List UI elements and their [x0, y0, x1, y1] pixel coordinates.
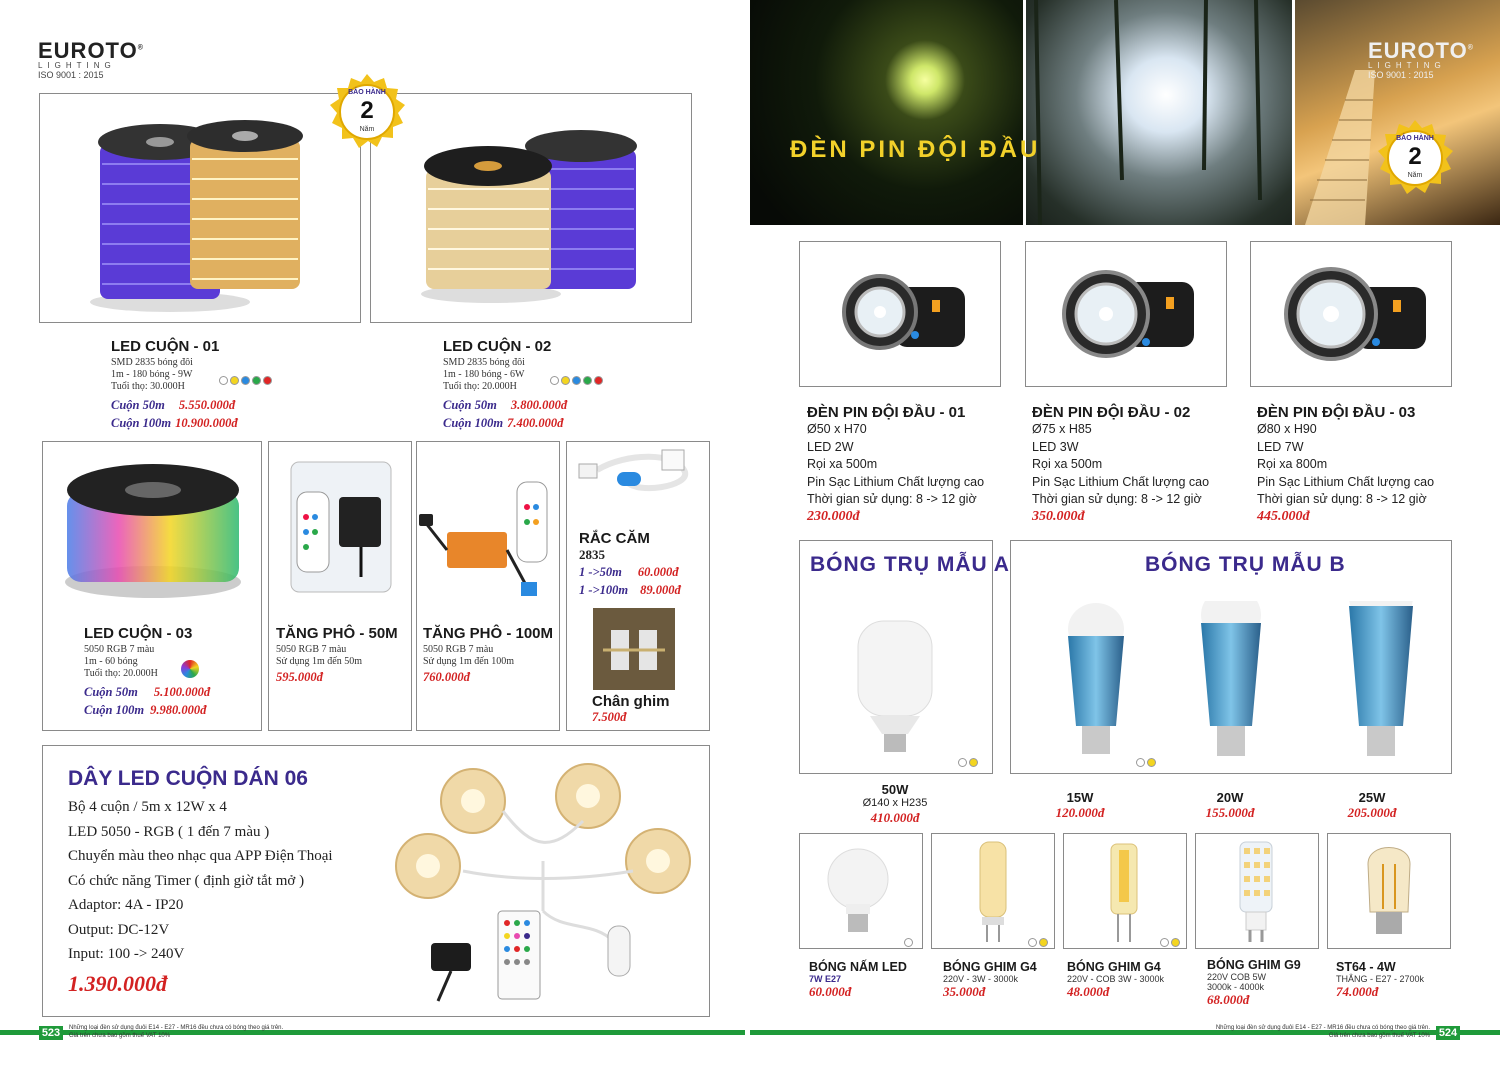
brand-name: EUROTO [38, 38, 138, 63]
brand-reg: ® [137, 44, 144, 52]
price-value: 74.000đ [1336, 984, 1379, 999]
product-spec: 1m - 180 bóng - 9W [111, 369, 193, 380]
price-label: Cuộn 100m [84, 703, 145, 717]
color-dots [904, 934, 915, 952]
product-spec: 5050 RGB 7 màu [276, 644, 347, 655]
product-title: BÓNG GHIM G4 [1067, 960, 1161, 974]
headlamp-image [800, 242, 1000, 386]
price-value: 350.000đ [1032, 508, 1085, 524]
footer-note-line: Những loại đèn sử dụng đuôi E14 - E27 - MR16 đều chưa có bóng theo giá trên. [1215, 1025, 1430, 1031]
raccam-info [579, 530, 681, 599]
price-label: 1 ->50m [579, 565, 622, 579]
tangpho50-card [268, 441, 412, 731]
connector-image [567, 442, 709, 517]
tree-silhouettes [1026, 0, 1292, 225]
product-spec: THẲNG - E27 - 2700k [1336, 974, 1425, 984]
product-title: BÓNG NẤM LED [809, 960, 907, 974]
brand-sub: LIGHTING [38, 61, 116, 70]
product-spec: Bộ 4 cuộn / 5m x 12W x 4 [68, 799, 227, 815]
color-dots [219, 372, 274, 390]
headlamp-image [1026, 242, 1226, 386]
product-spec: Pin Sạc Lithium Chất lượng cao [807, 474, 985, 489]
warranty-badge-right [1375, 118, 1455, 198]
warranty-top: BẢO HÀNH [348, 89, 386, 96]
pin01-image-frame [799, 241, 1001, 387]
product-title: LED CUỘN - 02 [443, 338, 552, 355]
color-dots [550, 372, 605, 390]
product-title: ĐÈN PIN ĐỘI ĐẦU - 01 [807, 404, 966, 421]
page-number: 524 [1436, 1026, 1460, 1040]
product-spec: Ø140 x H235 [862, 797, 928, 809]
warranty-badge [327, 72, 407, 152]
price-value: 7.500đ [592, 710, 627, 724]
brand-sub: LIGHTING [1368, 61, 1446, 70]
product-spec: 5050 RGB 7 màu [423, 644, 494, 655]
product-spec: Có chức năng Timer ( định giờ tắt mở ) [68, 872, 305, 889]
warranty-num: 2 [1408, 143, 1422, 170]
bulb-image [1036, 601, 1436, 771]
product-spec: Tuổi thọ: 30.000H [111, 381, 185, 392]
truB-title: BÓNG TRỤ MẪU B [1145, 553, 1346, 576]
left-page [0, 0, 745, 1068]
truA-title: BÓNG TRỤ MẪU A [810, 553, 1010, 576]
product-spec: Pin Sạc Lithium Chất lượng cao [1032, 474, 1210, 489]
price-value: 1.390.000đ [68, 970, 167, 996]
small-card-4 [1195, 833, 1319, 949]
product-title: ĐÈN PIN ĐỘI ĐẦU - 03 [1257, 404, 1416, 421]
product-spec: Rọi xa 500m [807, 457, 878, 471]
product-spec: Output: DC-12V [68, 921, 170, 938]
product-spec: 7W E27 [809, 974, 842, 984]
price-value: 3.800.000đ [510, 398, 568, 412]
product-sub: 2835 [579, 547, 605, 562]
led01-image-frame [39, 93, 361, 323]
product-spec: LED 5050 - RGB ( 1 đến 7 màu ) [68, 823, 270, 840]
small-info-1 [809, 960, 907, 1000]
price-value: 120.000đ [1055, 805, 1105, 820]
product-spec: 220V - COB 3W - 3000k [1067, 974, 1165, 984]
color-dots [1136, 754, 1158, 772]
bulb-image [932, 834, 1054, 948]
product-title: TĂNG PHÔ - 100M [423, 625, 554, 642]
price-value: 60.000đ [637, 565, 679, 579]
controller-image [269, 442, 411, 612]
bulb-image [850, 616, 940, 756]
small-card-5 [1327, 833, 1451, 949]
product-title: BÓNG GHIM G9 [1207, 958, 1301, 972]
price-value: 48.000đ [1067, 984, 1110, 999]
product-spec: Thời gian sử dụng: 8 -> 12 giờ [807, 492, 977, 506]
price-label: Cuộn 50m [111, 398, 165, 412]
led-reel-image [40, 94, 360, 322]
price-value: 89.000đ [640, 583, 681, 597]
price-value: 35.000đ [943, 984, 986, 999]
product-title: TĂNG PHÔ - 50M [276, 625, 398, 642]
price-value: 60.000đ [809, 984, 852, 999]
small-info-3 [1067, 960, 1164, 1000]
led02-image-frame [370, 93, 692, 323]
brand-reg: ® [1467, 44, 1474, 52]
product-spec: Rọi xa 800m [1257, 457, 1328, 471]
product-spec: Ø75 x H85 [1032, 422, 1092, 436]
product-watt: 50W [881, 782, 909, 797]
controller-image [417, 442, 559, 612]
brand-logo [38, 38, 148, 80]
rgb-reel-image [43, 442, 261, 612]
product-spec: LED 7W [1257, 439, 1304, 454]
bulb-image [1196, 834, 1318, 948]
product-spec: 5050 RGB 7 màu [84, 644, 155, 655]
small-info-2 [943, 960, 1037, 1000]
price-value: 445.000đ [1257, 508, 1310, 524]
product-title: LED CUỘN - 03 [84, 625, 193, 642]
pin03-info [1257, 404, 1434, 525]
price-label: Cuộn 100m [111, 416, 172, 430]
product-spec: Ø50 x H70 [807, 422, 867, 436]
product-spec: Tuổi thọ: 20.000H [84, 668, 158, 679]
price-label: Cuộn 50m [443, 398, 497, 412]
brand-iso: ISO 9001 : 2015 [38, 70, 104, 80]
product-title: Chân ghim [592, 693, 670, 710]
warranty-num: 2 [360, 97, 374, 124]
product-spec: SMD 2835 bóng đôi [443, 357, 525, 368]
product-spec: Input: 100 -> 240V [68, 946, 185, 962]
changhim-info [592, 693, 670, 725]
price-label: Cuộn 100m [443, 416, 504, 430]
footer-note-line: Giá trên chưa bao gồm thuế VAT 10% [69, 1033, 171, 1039]
product-title: RẮC CĂM [579, 530, 650, 547]
product-title: BÓNG GHIM G4 [943, 960, 1037, 974]
price-value: 230.000đ [807, 508, 860, 524]
pin03-image-frame [1250, 241, 1452, 387]
price-value: 10.900.000đ [175, 416, 238, 430]
warranty-top: BẢO HÀNH [1396, 135, 1434, 142]
led-reel-image [371, 94, 691, 322]
truA-info [855, 782, 935, 826]
led02-info [443, 338, 567, 432]
pin-image [593, 608, 675, 690]
product-watt: 20W [1216, 790, 1244, 805]
brand-name: EUROTO [1368, 38, 1468, 63]
footer-note-line: Những loại đèn sử dụng đuôi E14 - E27 - MR16 đều chưa có bóng theo giá trên. [69, 1025, 284, 1031]
product-spec: 1m - 180 bóng - 6W [443, 369, 525, 380]
small-info-5 [1336, 960, 1424, 1000]
price-value: 205.000đ [1347, 805, 1397, 820]
price-value: 760.000đ [423, 670, 470, 684]
brand-iso: ISO 9001 : 2015 [1368, 70, 1434, 80]
product-watt: 15W [1066, 790, 1094, 805]
product-spec: 220V - 3W - 3000k [943, 974, 1019, 984]
footer-note [69, 1024, 283, 1040]
footer-note [1140, 1024, 1430, 1040]
page-number: 523 [39, 1026, 63, 1040]
banner-title: ĐÈN PIN ĐỘI ĐẦU [790, 136, 1041, 163]
product-spec: 1m - 60 bóng [84, 656, 138, 667]
right-page [750, 0, 1500, 1068]
product-spec: Ø80 x H90 [1257, 422, 1317, 436]
product-spec: Pin Sạc Lithium Chất lượng cao [1257, 474, 1435, 489]
small-card-1 [799, 833, 923, 949]
price-value: 7.400.000đ [507, 416, 564, 430]
product-title: LED CUỘN - 01 [111, 338, 220, 355]
product-title: ĐÈN PIN ĐỘI ĐẦU - 02 [1032, 404, 1191, 421]
truB-item-15w [1040, 790, 1120, 821]
price-value: 5.100.000đ [153, 685, 211, 699]
strip-kit-image [393, 761, 693, 1006]
product-spec: Thời gian sử dụng: 8 -> 12 giờ [1257, 492, 1427, 506]
price-value: 595.000đ [276, 670, 323, 684]
price-value: 68.000đ [1207, 992, 1250, 1007]
product-spec: SMD 2835 bóng đôi [111, 357, 193, 368]
small-card-2 [931, 833, 1055, 949]
product-spec: Sử dụng 1m đến 100m [423, 656, 514, 667]
pin02-info [1032, 404, 1209, 525]
small-card-3 [1063, 833, 1187, 949]
color-dots [1160, 934, 1182, 952]
tangpho50-info [276, 625, 398, 685]
color-dots [1028, 934, 1050, 952]
bulb-image [800, 834, 922, 948]
price-value: 155.000đ [1205, 805, 1255, 820]
tangpho100-card [416, 441, 560, 731]
product-spec: LED 2W [807, 439, 854, 454]
brand-logo-right [1368, 38, 1478, 80]
product-title: ST64 - 4W [1336, 960, 1396, 974]
product-spec: Chuyển màu theo nhạc qua APP Điện Thoại [68, 848, 333, 864]
warranty-bottom: Năm [359, 126, 375, 133]
truB-item-25w [1332, 790, 1412, 821]
pin02-image-frame [1025, 241, 1227, 387]
bulb-image [1328, 834, 1450, 948]
bulb-image [1064, 834, 1186, 948]
day06-info [68, 767, 333, 997]
product-spec: 3000k - 4000k [1207, 982, 1265, 992]
rgb-color-wheel [181, 660, 199, 678]
product-spec: Sử dụng 1m đến 50m [276, 656, 362, 667]
headlamp-image [1251, 242, 1451, 386]
tangpho100-info [423, 625, 553, 685]
price-label: Cuộn 50m [84, 685, 138, 699]
price-value: 5.550.000đ [178, 398, 236, 412]
banner-photo-1 [750, 0, 1023, 225]
product-spec: LED 3W [1032, 439, 1079, 454]
price-value: 9.980.000đ [150, 703, 207, 717]
pin01-info [807, 404, 984, 525]
color-dots [958, 754, 980, 772]
price-label: 1 ->100m [579, 583, 629, 597]
product-spec: Thời gian sử dụng: 8 -> 12 giờ [1032, 492, 1202, 506]
product-spec: Adaptor: 4A - IP20 [68, 897, 184, 913]
warranty-bottom: Năm [1407, 172, 1423, 179]
product-spec: Tuổi thọ: 20.000H [443, 381, 517, 392]
product-spec: Rọi xa 500m [1032, 457, 1103, 471]
footer-note-line: Giá trên chưa bao gồm thuế VAT 10% [1328, 1033, 1430, 1039]
truB-item-20w [1190, 790, 1270, 821]
product-title: DÂY LED CUỘN DÁN 06 [68, 767, 308, 790]
banner [750, 0, 1500, 225]
small-info-4 [1207, 958, 1301, 1008]
price-value: 410.000đ [870, 810, 920, 825]
product-watt: 25W [1358, 790, 1386, 805]
product-spec: 220V COB 5W [1207, 972, 1267, 982]
